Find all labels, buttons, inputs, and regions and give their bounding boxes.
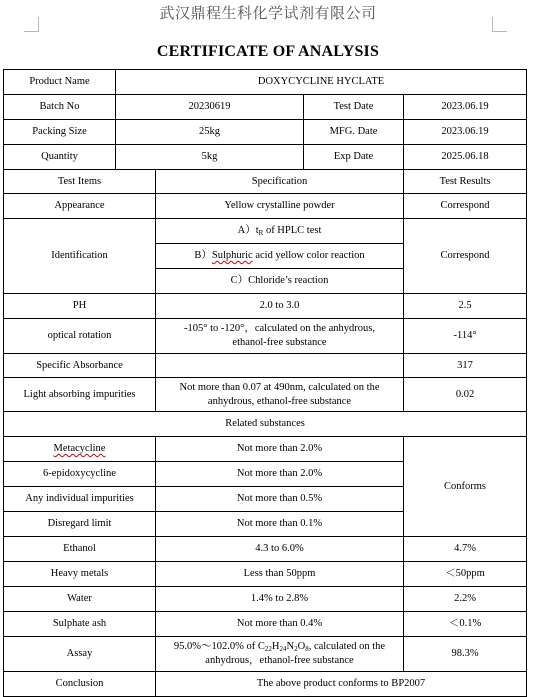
- light-result: 0.02: [404, 378, 527, 412]
- metacycline-label: Metacycline: [53, 443, 106, 454]
- id-a-prefix: A）t: [237, 225, 259, 236]
- water-spec: 1.4% to 2.8%: [156, 587, 404, 612]
- mfg-date-value: 2023.06.19: [404, 120, 527, 145]
- assay-formula-p4: O: [297, 641, 306, 652]
- exp-date-label: Exp Date: [304, 145, 404, 170]
- optical-spec-line2: ethanol-free substance: [232, 337, 327, 348]
- heavy-item: Heavy metals: [4, 562, 156, 587]
- row-metacycline: [4, 437, 527, 462]
- heavy-result: ＜50ppm: [404, 562, 527, 587]
- row-column-headers: [4, 170, 527, 194]
- row-sulphate-ash: [4, 612, 527, 637]
- metacycline-spec: Not more than 2.0%: [156, 437, 404, 462]
- exp-date-value: 2025.06.18: [404, 145, 527, 170]
- col-header-items: Test Items: [4, 170, 156, 194]
- identification-spec-b: [156, 244, 404, 269]
- row-ph: [4, 294, 527, 319]
- row-related-substances-header: [4, 412, 527, 437]
- sulphate-item: Sulphate ash: [4, 612, 156, 637]
- ph-item: PH: [4, 294, 156, 319]
- batch-value: 20230619: [116, 95, 304, 120]
- packing-value: 25kg: [116, 120, 304, 145]
- related-substances-header: Related substances: [4, 412, 527, 437]
- row-specific-absorbance: [4, 354, 527, 378]
- epidoxy-spec: Not more than 2.0%: [156, 462, 404, 487]
- row-product-name: [4, 70, 527, 95]
- absorbance-result: 317: [404, 354, 527, 378]
- product-name-value: DOXYCYCLINE HYCLATE: [116, 70, 527, 95]
- assay-formula-s1: 22: [264, 645, 272, 653]
- heavy-spec: Less than 50ppm: [156, 562, 404, 587]
- id-b-underlined: Sulphuric: [211, 250, 253, 261]
- water-item: Water: [4, 587, 156, 612]
- individual-spec: Not more than 0.5%: [156, 487, 404, 512]
- sulphate-result: ＜0.1%: [404, 612, 527, 637]
- identification-item: Identification: [4, 219, 156, 294]
- individual-item: Any individual impurities: [4, 487, 156, 512]
- row-ethanol: [4, 537, 527, 562]
- test-date-label: Test Date: [304, 95, 404, 120]
- assay-formula-p2: H: [271, 641, 280, 652]
- col-header-results: Test Results: [404, 170, 527, 194]
- mfg-date-label: MFG. Date: [304, 120, 404, 145]
- packing-label: Packing Size: [4, 120, 116, 145]
- epidoxy-item: 6-epidoxycycline: [4, 462, 156, 487]
- quantity-value: 5kg: [116, 145, 304, 170]
- disregard-item: Disregard limit: [4, 512, 156, 537]
- identification-spec-c: C）Chloride’s reaction: [156, 269, 404, 294]
- col-header-spec: Specification: [156, 170, 404, 194]
- conclusion-item: Conclusion: [4, 672, 156, 697]
- absorbance-item: Specific Absorbance: [4, 354, 156, 378]
- disregard-spec: Not more than 0.1%: [156, 512, 404, 537]
- appearance-spec: Yellow crystalline powder: [156, 194, 404, 219]
- appearance-result: Correspond: [404, 194, 527, 219]
- row-heavy-metals: [4, 562, 527, 587]
- assay-formula-s2: 24: [279, 645, 287, 653]
- ph-result: 2.5: [404, 294, 527, 319]
- identification-spec-a: [156, 219, 404, 244]
- metacycline-item: [4, 437, 156, 462]
- row-assay: [4, 637, 527, 672]
- product-name-label: Product Name: [4, 70, 116, 95]
- row-light-absorbing: [4, 378, 527, 412]
- sulphate-spec: Not more than 0.4%: [156, 612, 404, 637]
- row-appearance: [4, 194, 527, 219]
- assay-formula-p3: N: [286, 641, 295, 652]
- row-quantity: [4, 145, 527, 170]
- id-b-suffix: acid yellow color reaction: [252, 250, 365, 261]
- ph-spec: 2.0 to 3.0: [156, 294, 404, 319]
- appearance-item: Appearance: [4, 194, 156, 219]
- document-title: CERTIFICATE OF ANALYSIS: [156, 43, 380, 60]
- related-substances-result: Conforms: [404, 437, 527, 537]
- quantity-label: Quantity: [4, 145, 116, 170]
- assay-formula-p5: , calculated on the: [308, 641, 386, 652]
- light-item: Light absorbing impurities: [4, 378, 156, 412]
- crop-mark-right: [492, 17, 507, 32]
- optical-result: -114°: [404, 319, 527, 354]
- test-date-value: 2023.06.19: [404, 95, 527, 120]
- assay-formula-s3: 2: [294, 645, 298, 653]
- row-optical-rotation: [4, 319, 527, 354]
- light-spec: [156, 378, 404, 412]
- row-water: [4, 587, 527, 612]
- assay-formula-p1: 95.0%～102.0% of C: [173, 641, 265, 652]
- ethanol-result: 4.7%: [404, 537, 527, 562]
- assay-item: Assay: [4, 637, 156, 672]
- assay-formula-s4: 8: [305, 645, 309, 653]
- water-result: 2.2%: [404, 587, 527, 612]
- crop-mark-left: [24, 17, 39, 32]
- row-batch: [4, 95, 527, 120]
- id-b-prefix: B）: [194, 250, 212, 261]
- coa-table: [3, 69, 527, 697]
- optical-spec: [156, 319, 404, 354]
- ethanol-item: Ethanol: [4, 537, 156, 562]
- assay-result: 98.3%: [404, 637, 527, 672]
- optical-item: optical rotation: [4, 319, 156, 354]
- id-a-suffix: of HPLC test: [263, 225, 322, 236]
- id-a-subscript: R: [258, 229, 264, 237]
- assay-spec: [156, 637, 404, 672]
- light-spec-line2: anhydrous, ethanol-free substance: [207, 395, 352, 407]
- row-identification-a: [4, 219, 527, 244]
- absorbance-spec: [156, 354, 404, 378]
- company-header: 武汉鼎程生科化学试剂有限公司: [159, 4, 377, 22]
- light-spec-line1: Not more than 0.07 at 490nm, calculated on the: [179, 381, 380, 393]
- conclusion-text: The above product conforms to BP2007: [156, 672, 527, 697]
- optical-spec-line1: -105° to -120°，calculated on the anhydrous,: [184, 323, 375, 334]
- row-conclusion: [4, 672, 527, 697]
- ethanol-spec: 4.3 to 6.0%: [156, 537, 404, 562]
- assay-spec-line2: anhydrous，ethanol-free substance: [205, 655, 354, 666]
- row-packing: [4, 120, 527, 145]
- identification-result: Correspond: [404, 219, 527, 294]
- batch-label: Batch No: [4, 95, 116, 120]
